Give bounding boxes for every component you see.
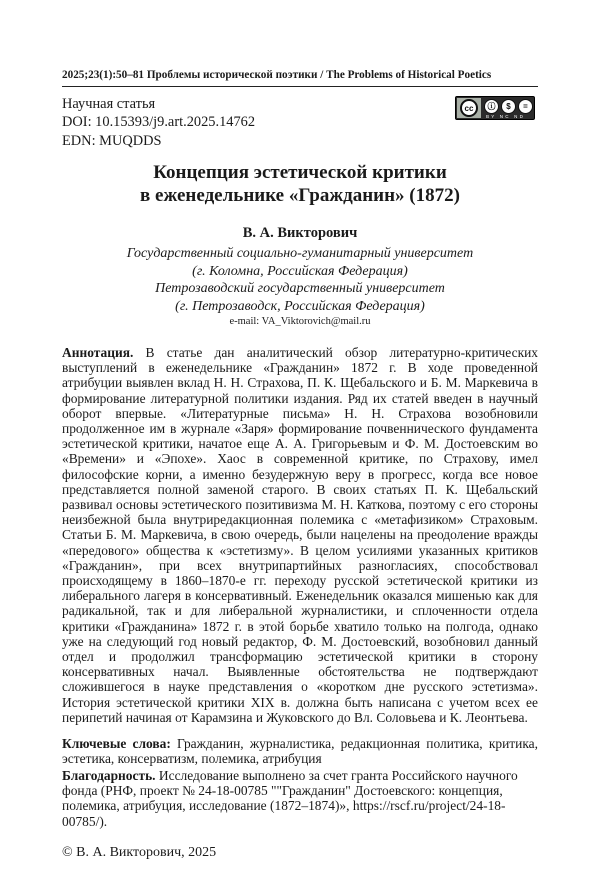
- acknowledgment-label: Благодарность.: [62, 768, 159, 783]
- edn: EDN: MUQDDS: [62, 132, 162, 149]
- title-line-2: в еженедельнике «Гражданин» (1872): [140, 184, 460, 206]
- affiliations: [62, 245, 538, 315]
- header-rule: [62, 86, 538, 87]
- nd-icon: =: [518, 99, 533, 114]
- affiliation-line: Государственный социально-гуманитарный университет: [126, 246, 474, 261]
- license-icons: [484, 99, 533, 114]
- keywords: [62, 736, 538, 766]
- affiliation-line: Петрозаводский государственный университет: [155, 281, 445, 296]
- acknowledgment: [62, 768, 538, 829]
- keywords-label: Ключевые слова:: [62, 736, 178, 751]
- affiliation-line: (г. Коломна, Российская Федерация): [192, 263, 408, 279]
- affiliation-line: (г. Петрозаводск, Российская Федерация): [175, 298, 425, 314]
- cc-license-badge[interactable]: [455, 96, 535, 120]
- acknowledgment-text: Исследование выполнено за счет гранта Российского научного фонда (РНФ, проект № 24-18-00785 ""Гражданин" Достоевского: концепция, полемика, атрибуция, исследование (1872–1874)», https://rscf.ru/project/24-18-00785/).: [62, 768, 518, 829]
- cc-logo-block: [457, 98, 481, 118]
- running-head: 2025;23(1):50–81 Проблемы исторической поэтики / The Problems of Historical Poetics: [62, 69, 492, 81]
- abstract-text: В статье дан аналитический обзор литературно-критических выступлений в еженедельнике «Гражданин» 1872 г. В ходе проведенной атрибуции выявлен вклад Н. Н. Страхова, П. К. Щебальского и Б. М. Маркевича в формирование литературной политики издания. Ряд их статей введен в научный оборот впервые. «Литературные письма» Н. Н. Страхова возобновили продолженное им в журнале «Заря» формирование почвеннического фундамента эстетической критики, начатое еще А. А. Григорьевым и Ф. М. Достоевским во «Времени» и «Эпохе». Хаос в современной критике, по Страхову, имел философские корни, а именно безудержную веру в прогресс, когда все новое представляется полной заменой старого. В своих статьях П. К. Щебальский развивал основы эстетического позитивизма М. Н. Каткова, поэтому с его стороны неизбежной была внутриредакционная полемика с «метафизиком» Страховым. Статьи Б. М. Маркевича, в свою очередь, были нацелены на преодоление вражды «передового» общества к «эстетизму». В целом усилиями указанных критиков «Гражданин», при всех внутрипартийных разногласиях, способствовал происходящему в 1860–1870-е гг. переходу русской эстетической критики из либерального лагеря в консервативный. Еженедельник оказался мишенью как для радикальной, так и для либеральной журналистики, и сплоченности отдела критики «Гражданина» 1872 г. в этой борьбе хватило только на полгода, однако уже на следующий год новый редактор, Ф. М. Достоевский, возобновил данный отдел и продолжил трансформацию эстетической критики в сторону консервативных начал. Выявленные обстоятельства не подтверждают сложившегося в науке представления о «коротком дне русского эстетизма». История эстетической критики XIX в. должна быть написана с учетом всех ее перипетий начиная от Карамзина и Жуковского до Вл. Соловьева и К. Леонтьева.: [62, 345, 539, 725]
- keywords-text: Гражданин, журналистика, редакционная политика, критика, эстетика, консерватизм, полемика, атрибуция: [62, 736, 538, 767]
- nc-icon: $: [501, 99, 516, 114]
- article-meta: [62, 95, 255, 150]
- abstract: [62, 345, 538, 725]
- copyright: © В. А. Викторович, 2025: [62, 845, 217, 860]
- article-type: Научная статья: [62, 96, 156, 112]
- by-icon: ⓘ: [484, 99, 499, 114]
- article-title: [62, 162, 538, 207]
- abstract-label: Аннотация.: [62, 345, 146, 360]
- doi[interactable]: DOI: 10.15393/j9.art.2025.14762: [62, 114, 256, 131]
- title-line-1: Концепция эстетической критики: [153, 162, 447, 183]
- license-label: BY NC ND: [486, 114, 526, 119]
- author-email[interactable]: e-mail: VA_Viktorovich@mail.ru: [229, 316, 371, 327]
- author-name: В. А. Викторович: [242, 225, 358, 241]
- cc-icon: cc: [460, 99, 478, 117]
